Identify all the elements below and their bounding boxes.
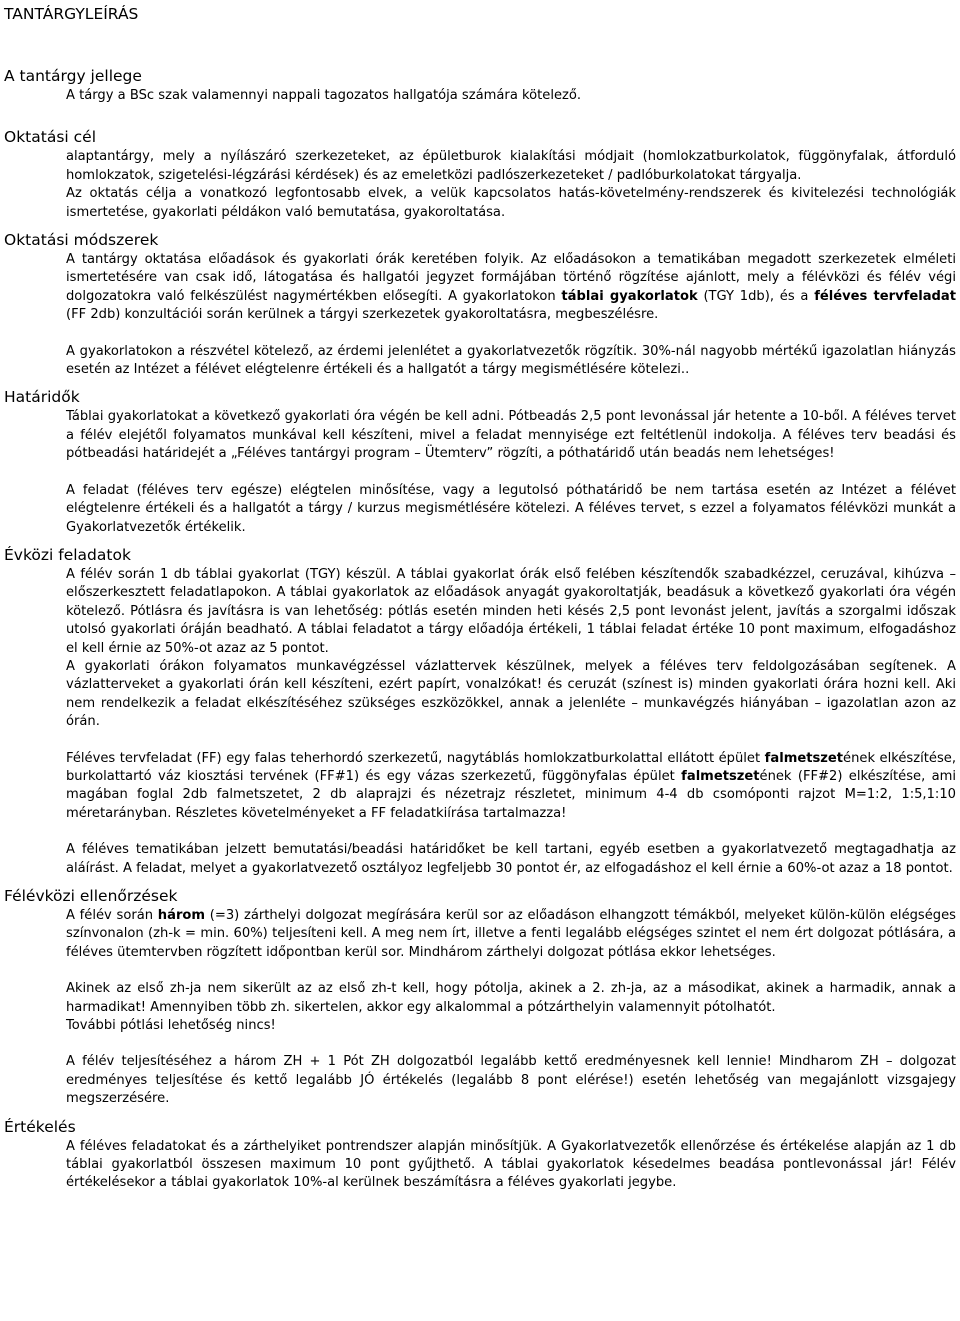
bold-text: táblai gyakorlatok xyxy=(561,288,698,304)
bold-text: három xyxy=(157,908,206,923)
paragraph: Táblai gyakorlatokat a következő gyakorlati óra végén be kell adni. Pótbeadás 2,5 pont levonással jár hetente a 10-ből. A féléves tervet a félév elejétől folyamatos munkával kell készíteni, mivel a feladat mennyisége ezt feltétlenül indokolja. A féléves terv beadási és pótbeadási határidejét a „Féléves tantárgyi program – Ütemterv” rögzíti, a póthatáridő után beadás nem lehetséges! xyxy=(66,409,956,462)
section-body xyxy=(66,408,956,536)
section-heading: Évközi feladatok xyxy=(4,545,131,564)
section-heading: Értékelés xyxy=(4,1117,76,1136)
section-methods xyxy=(4,230,956,379)
section-body xyxy=(66,1138,956,1193)
section-heading: Határidők xyxy=(4,388,80,407)
section-body xyxy=(66,87,956,105)
paragraph: A tantárgy oktatása előadások és gyakorlati órák keretében folyik. Az előadásokon a tematikában megadott szerkezetek elméleti ismertetésére van csak idő, látogatása és hallgatói jegyzet formájában történő rögzítése ajánlott, mely a félévközi és félév végi dolgozatokra való felkészülést nagymértékben elősegíti. A gyakorlatokon táblai gyakorlatok (TGY 1db), és a féléves tervfeladat (FF 2db) konzultációi során kerülnek a tárgyi szerkezetek gyakoroltatásra, megbeszélésre. xyxy=(66,252,956,323)
bold-text: féléves tervfeladat xyxy=(814,288,956,304)
section-tasks xyxy=(4,545,956,878)
paragraph: A féléves feladatokat és a zárthelyiket pontrendszer alapján minősítjük. A Gyakorlatvezetők ellenőrzése és értékelése alapján az 1 db táblai gyakorlatból összesen maximum 10 pont gyűjthető. A táblai gyakorlatok késedelmes beadása pontlevonással jár! Félév értékelésekor a táblai gyakorlatok 10%-al kerülnek beszámításra a féléves gyakorlati jegybe. xyxy=(66,1138,956,1191)
paragraph: alaptantárgy, mely a nyílászáró szerkezeteket, az épületburok kialakítási módjait (homlokzatburkolatok, függönyfalak, átforduló homlokzatok, szigetelési-légzárási kérdések) és az emeletközi padlószerkezeteket / padlóburkolatokat tárgyalja. xyxy=(66,149,956,183)
paragraph: Akinek az első zh-ja nem sikerült az az első zh-t kell, hogy pótolja, akinek a 2. zh-ja, az a másodikat, akinek a harmadik, annak a harmadikat! Amennyiben több zh. sikertelen, akkor egy alkalommal a pótzárthelyin valamennyit pótolhatót. xyxy=(66,981,956,1015)
paragraph: A gyakorlati órákon folyamatos munkavégzéssel vázlattervek készülnek, melyek a féléves terv feldolgozásában segítenek. A vázlatterveket a gyakorlati órán kell készíteni, ezért papírt, vonalzókat! és ceruzát (színest is) minden gyakorlati órára hozni kell. Aki nem rendelkezik a feladat elkészítéséhez szükséges eszközökkel, annak a jelenléte – munkavégzés hiányában – igazolatlan azon az órán. xyxy=(66,658,956,730)
paragraph: A tárgy a BSc szak valamennyi nappali tagozatos hallgatója számára kötelező. xyxy=(66,88,582,103)
section-evaluation xyxy=(4,1117,956,1193)
section-heading: Félévközi ellenőrzések xyxy=(4,887,178,905)
paragraph: A félév során három (=3) zárthelyi dolgozat megírására kerül sor az előadáson elhangzott témákból, melyeket külön-külön elégséges színvonalon (zh-k = min. 60%) teljesíteni kell. A meg nem írt, illetve a fenti legalább elégséges szintet el nem ért dolgozat pótlására, a féléves ütemtervben rögzített időpontban kerül sor. Mindhárom zárthelyi dolgozat pótlása ekkor lehetséges. xyxy=(66,908,956,960)
paragraph: A félév során 1 db táblai gyakorlat (TGY) készül. A táblai gyakorlat órák első felében készítendők szabadkézzel, ceruzával, kihúzva – előszerkesztett feladatlapokon. A táblai gyakorlatok az előadások anyagát gyakoroltatják, beadásuk a következő gyakorlati óra végén kötelező. Pótlásra és javításra is van lehetőség: pótlás esetén minden heti késés 2,5 pont levonást jelent, javítás a szorgalmi időszak utolsó gyakorlati óráján beadható. A táblai feladatot a tárgy előadója értékeli, 1 táblai feladat értéke 10 pont maximum, elfogadáshoz el kell érnie az 50%-ot azaz az 5 pontot. xyxy=(66,566,956,656)
paragraph: A félév teljesítéséhez a három ZH + 1 Pót ZH dolgozatból legalább kettő eredményesnek kell lennie! Mindharom ZH – dolgozat eredményes teljesítése és kettő legalább JÓ értékelés (legalább 8 pont elérése!) esetén lehetőség van megajánlott vizsgajegy megszerzésére. xyxy=(66,1054,956,1107)
section-body xyxy=(66,251,956,379)
section-heading: Oktatási cél xyxy=(4,128,97,147)
section-body xyxy=(66,148,956,222)
bold-text: falmetszet xyxy=(681,768,760,784)
paragraph: További pótlási lehetőség nincs! xyxy=(66,1018,276,1034)
section-body xyxy=(66,566,956,878)
paragraph: A gyakorlatokon a részvétel kötelező, az érdemi jelenlétet a gyakorlatvezetők rögzítik. 30%-nál nagyobb mértékű igazolatlan hiányzás esetén az Intézet a félévet elégtelenre értékeli és a hallgatót a tárgy megismétlésére kötelezi.. xyxy=(66,343,956,378)
section-goal xyxy=(4,127,956,222)
section-body xyxy=(66,907,956,1109)
paragraph: A féléves tematikában jelzett bemutatási/beadási határidőket be kell tartani, egyéb esetben a gyakorlatvezető megtagadhatja az aláírást. A feladat, melyet a gyakorlatvezető osztályoz legfeljebb 30 pontot ér, az elfogadáshoz el kell érnie a 60%-ot azaz a 18 pontot. xyxy=(66,842,956,876)
section-heading: A tantárgy jellege xyxy=(4,67,142,85)
section-checks xyxy=(4,886,956,1109)
document-title: TANTÁRGYLEÍRÁS xyxy=(4,5,139,23)
section-character xyxy=(4,66,956,105)
bold-text: falmetszet xyxy=(764,750,844,766)
section-heading: Oktatási módszerek xyxy=(4,231,159,250)
section-deadlines xyxy=(4,387,956,536)
paragraph: Féléves tervfeladat (FF) egy falas teherhordó szerkezetű, nagytáblás homlokzatburkolattal ellátott épület falmetszetének elkészítése, burkolattartó váz kiosztási tervének (FF#1) és egy vázas szerkezetű, függönyfalas épület falmetszetének (FF#2) elkészítése, ami magában foglal 2db falmetszetet, 2 db alaprajzi és nézetrajz részletet, minimum 4-4 db csomóponti rajzot M=1:2, 1:5,1:10 méretarányban. Részletes követelményeket a FF feladatkiírása tartalmazza! xyxy=(66,750,957,821)
paragraph: Az oktatás célja a vonatkozó legfontosabb elvek, a velük kapcsolatos hatás-követelmény-rendszerek és kivitelezési technológiák ismertetése, gyakorlati példákon való bemutatása, gyakoroltatása. xyxy=(66,186,956,220)
paragraph: A feladat (féléves terv egésze) elégtelen minősítése, vagy a legutolsó póthatáridő be nem tartása esetén az Intézet a félévet elégtelenre értékeli és a hallgatót a tárgy / kurzus megismétlésére kötelezi. A féléves tervet, s ezzel a folyamatos félévközi munkát a Gyakorlatvezetők értékelik. xyxy=(66,482,956,535)
